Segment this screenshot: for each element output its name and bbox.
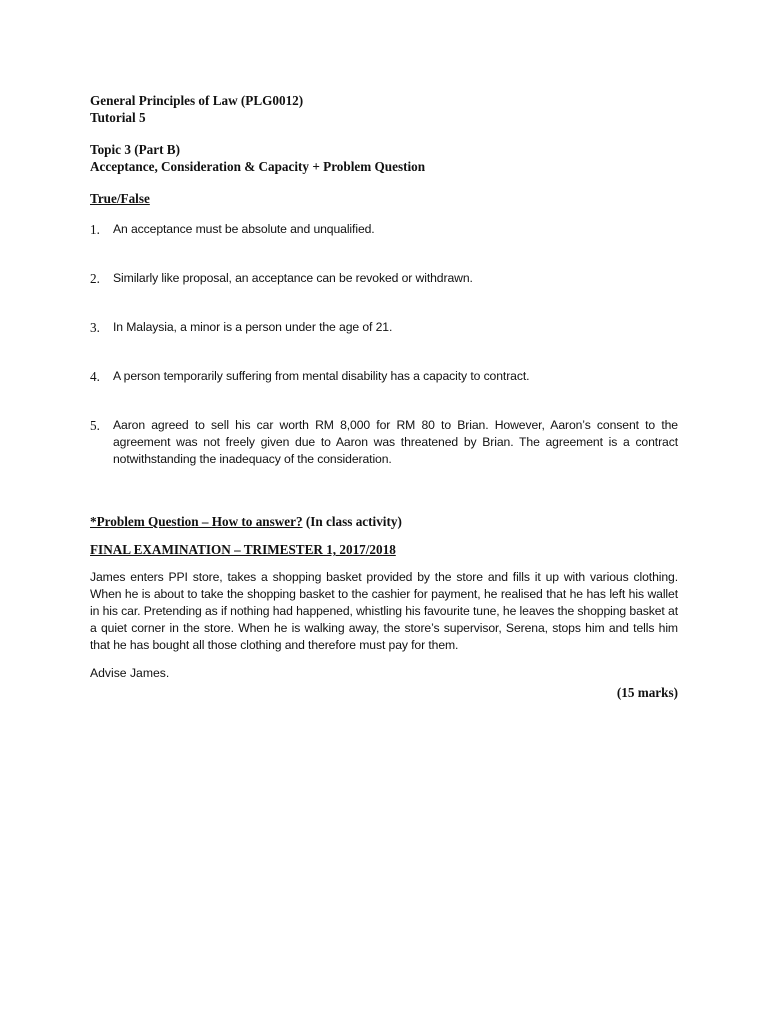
problem-heading-rest: (In class activity) <box>302 514 402 529</box>
topic-subtitle: Acceptance, Consideration & Capacity + Problem Question <box>90 159 426 174</box>
item-number: 2. <box>90 271 100 286</box>
document-page <box>90 92 678 701</box>
item-text: Aaron agreed to sell his car worth RM 8,000 for RM 80 to Brian. However, Aaron’s consent to the agreement was not freely given due to Aaron was threatened by Brian. The agreement is a contract notwithstanding the inadequacy of the consideration. <box>113 418 678 466</box>
true-false-heading: True/False <box>90 191 150 206</box>
true-false-list <box>90 221 678 468</box>
problem-heading-underlined: *Problem Question – How to answer? <box>90 514 303 529</box>
topic-title: Topic 3 (Part B) <box>90 142 180 157</box>
item-number: 5. <box>90 418 100 433</box>
course-title: General Principles of Law (PLG0012) <box>90 93 304 108</box>
list-item <box>90 221 678 238</box>
problem-paragraph: James enters PPI store, takes a shopping basket provided by the store and fills it up with various clothing. When he is about to take the shopping basket to the cashier for payment, he realised that he has left his wallet in his car. Pretending as if nothing had happened, whistling his favourite tune, he leaves the shopping basket at a quiet corner in the store. When he is walking away, the store’s supervisor, Serena, stops him and tells him that he has bought all those clothing and therefore must pay for them. <box>90 570 678 652</box>
marks-label: (15 marks) <box>616 685 678 700</box>
item-text: Similarly like proposal, an acceptance can be revoked or withdrawn. <box>113 271 473 285</box>
item-number: 3. <box>90 320 100 335</box>
list-item <box>90 319 678 336</box>
item-number: 4. <box>90 369 100 384</box>
item-number: 1. <box>90 222 100 237</box>
list-item <box>90 270 678 287</box>
advise-line: Advise James. <box>90 666 170 680</box>
list-item <box>90 417 678 468</box>
item-text: An acceptance must be absolute and unqualified. <box>113 222 375 236</box>
item-text: A person temporarily suffering from mental disability has a capacity to contract. <box>113 369 530 383</box>
problem-question-heading <box>90 513 678 530</box>
item-text: In Malaysia, a minor is a person under the age of 21. <box>113 320 393 334</box>
exam-heading: FINAL EXAMINATION – TRIMESTER 1, 2017/2018 <box>90 542 396 557</box>
list-item <box>90 368 678 385</box>
tutorial-number: Tutorial 5 <box>90 110 146 125</box>
